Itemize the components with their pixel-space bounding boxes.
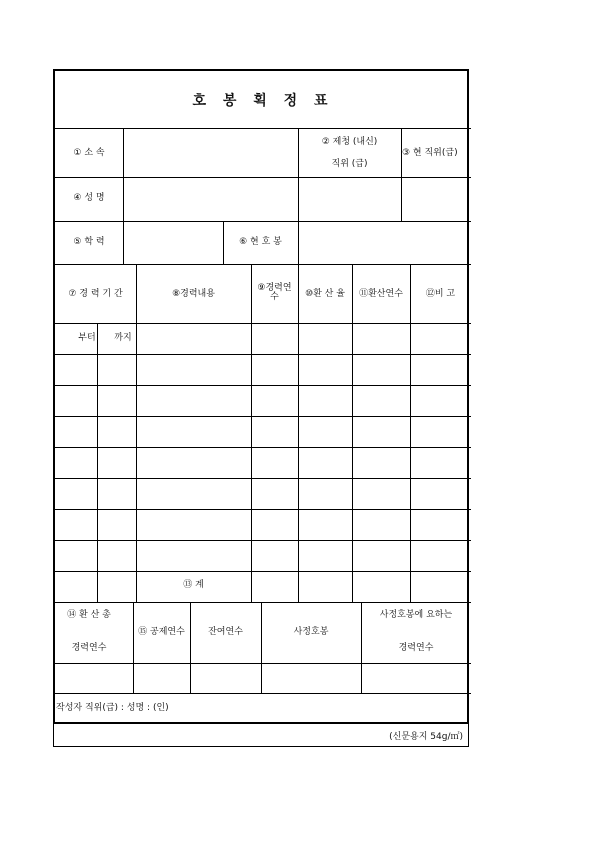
col-divider [298, 264, 299, 602]
form-footer [53, 724, 469, 747]
col-divider [136, 264, 137, 602]
from-label: 부터 [78, 333, 96, 343]
col-divider [97, 323, 98, 602]
remaining-years-label: 잔여연수 [208, 627, 243, 637]
row-divider [55, 323, 471, 324]
row-divider [55, 602, 471, 603]
col-divider [298, 221, 299, 264]
assessed-step-label: 사정호봉 [293, 627, 329, 637]
deducted-years-label: ⑮ 공제연수 [138, 627, 185, 637]
row-divider [55, 693, 471, 694]
col-divider [133, 602, 134, 693]
conversion-rate-label: ⑩환 산 율 [305, 289, 345, 299]
total-converted-label: ⑭ 환 산 총 [67, 610, 111, 620]
current-rank-label: ③ 현 직위(급) [402, 148, 458, 158]
remarks-label: ⑫비 고 [425, 289, 456, 299]
career-years-label-suffix: 수 [270, 292, 279, 302]
career-content-label: ⑧경력내용 [172, 289, 215, 299]
name-label: ④ 성 명 [73, 193, 105, 203]
to-label: 까지 [114, 333, 132, 343]
current-step-label: ⑥ 현 호 봉 [239, 237, 282, 247]
career-period-label: ⑦ 경 력 기 간 [68, 289, 123, 299]
career-years-label: ⑨경력연 [257, 283, 292, 293]
col-divider [352, 264, 353, 602]
converted-years-label: ⑪환산연수 [359, 289, 403, 299]
education-label: ⑤ 학 력 [73, 237, 105, 247]
row-divider [55, 447, 471, 448]
row-divider [55, 385, 471, 386]
row-divider [55, 264, 471, 265]
author-line: 작성자 직위(급) : 성명 : (인) [56, 703, 169, 713]
salary-step-form [53, 69, 469, 724]
paper-spec-note: (신문용지 54g/㎡) [389, 732, 463, 742]
row-divider [55, 416, 471, 417]
required-years-label: 사정호봉에 요하는 [379, 610, 453, 620]
row-divider [55, 478, 471, 479]
affiliation-label: ① 소 속 [73, 148, 105, 158]
row-divider [55, 128, 471, 129]
total-converted-label-suffix: 경력연수 [71, 643, 107, 653]
proposed-rank-label-suffix: 직위 (급) [331, 159, 368, 169]
row-divider [55, 177, 471, 178]
proposed-rank-label: ② 제청 (내신) [321, 137, 378, 147]
col-divider [190, 602, 191, 693]
row-divider [55, 540, 471, 541]
subtotal-label: ⑬ 계 [183, 580, 204, 590]
col-divider [261, 602, 262, 693]
row-divider [55, 221, 471, 222]
required-years-label-suffix: 경력연수 [398, 643, 434, 653]
row-divider [55, 354, 471, 355]
col-divider [123, 128, 124, 264]
row-divider [55, 509, 471, 510]
col-divider [401, 128, 402, 221]
col-divider [251, 264, 252, 602]
row-divider [55, 571, 471, 572]
form-title: 호 봉 획 정 표 [192, 93, 334, 109]
row-divider [55, 663, 471, 664]
col-divider [410, 264, 411, 602]
